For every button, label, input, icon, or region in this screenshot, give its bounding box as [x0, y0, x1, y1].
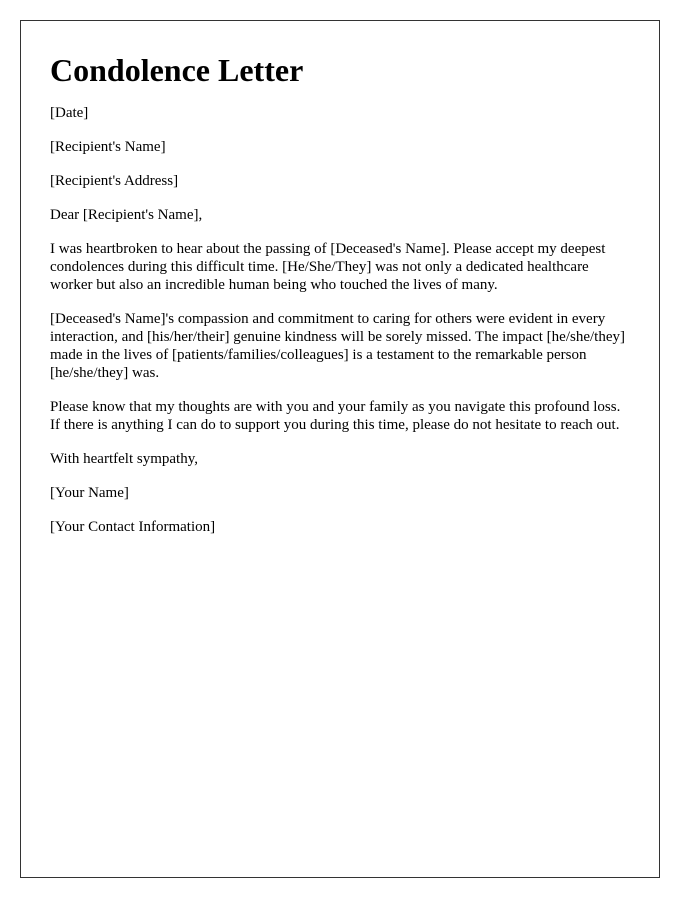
letter-content: [50, 21, 634, 536]
letter-page: [20, 20, 660, 878]
letter-date: [Date]: [50, 105, 89, 121]
body-paragraph-1: I was heartbroken to hear about the passing of [Deceased's Name]. Please accept my deepest condolences during this difficult time. [He/She/They] was not only a dedicated healthcare worker but also an incredible human being who touched the lives of many.: [50, 241, 606, 293]
salutation: Dear [Recipient's Name],: [50, 207, 203, 223]
recipient-address: [Recipient's Address]: [50, 173, 179, 189]
recipient-name: [Recipient's Name]: [50, 139, 166, 155]
body-paragraph-3: Please know that my thoughts are with you and your family as you navigate this profound loss. If there is anything I can do to support you during this time, please do not hesitate to reach out.: [50, 399, 621, 433]
sender-name: [Your Name]: [50, 485, 129, 501]
sender-contact: [Your Contact Information]: [50, 519, 216, 535]
body-paragraph-2: [Deceased's Name]'s compassion and commitment to caring for others were evident in every interaction, and [his/her/their] genuine kindness will be sorely missed. The impact [he/she/they] made in the lives of [patients/families/colleagues] is a testament to the remarkable person [he/she/they] was.: [50, 311, 625, 381]
letter-title: Condolence Letter: [50, 52, 304, 88]
closing: With heartfelt sympathy,: [50, 451, 198, 467]
